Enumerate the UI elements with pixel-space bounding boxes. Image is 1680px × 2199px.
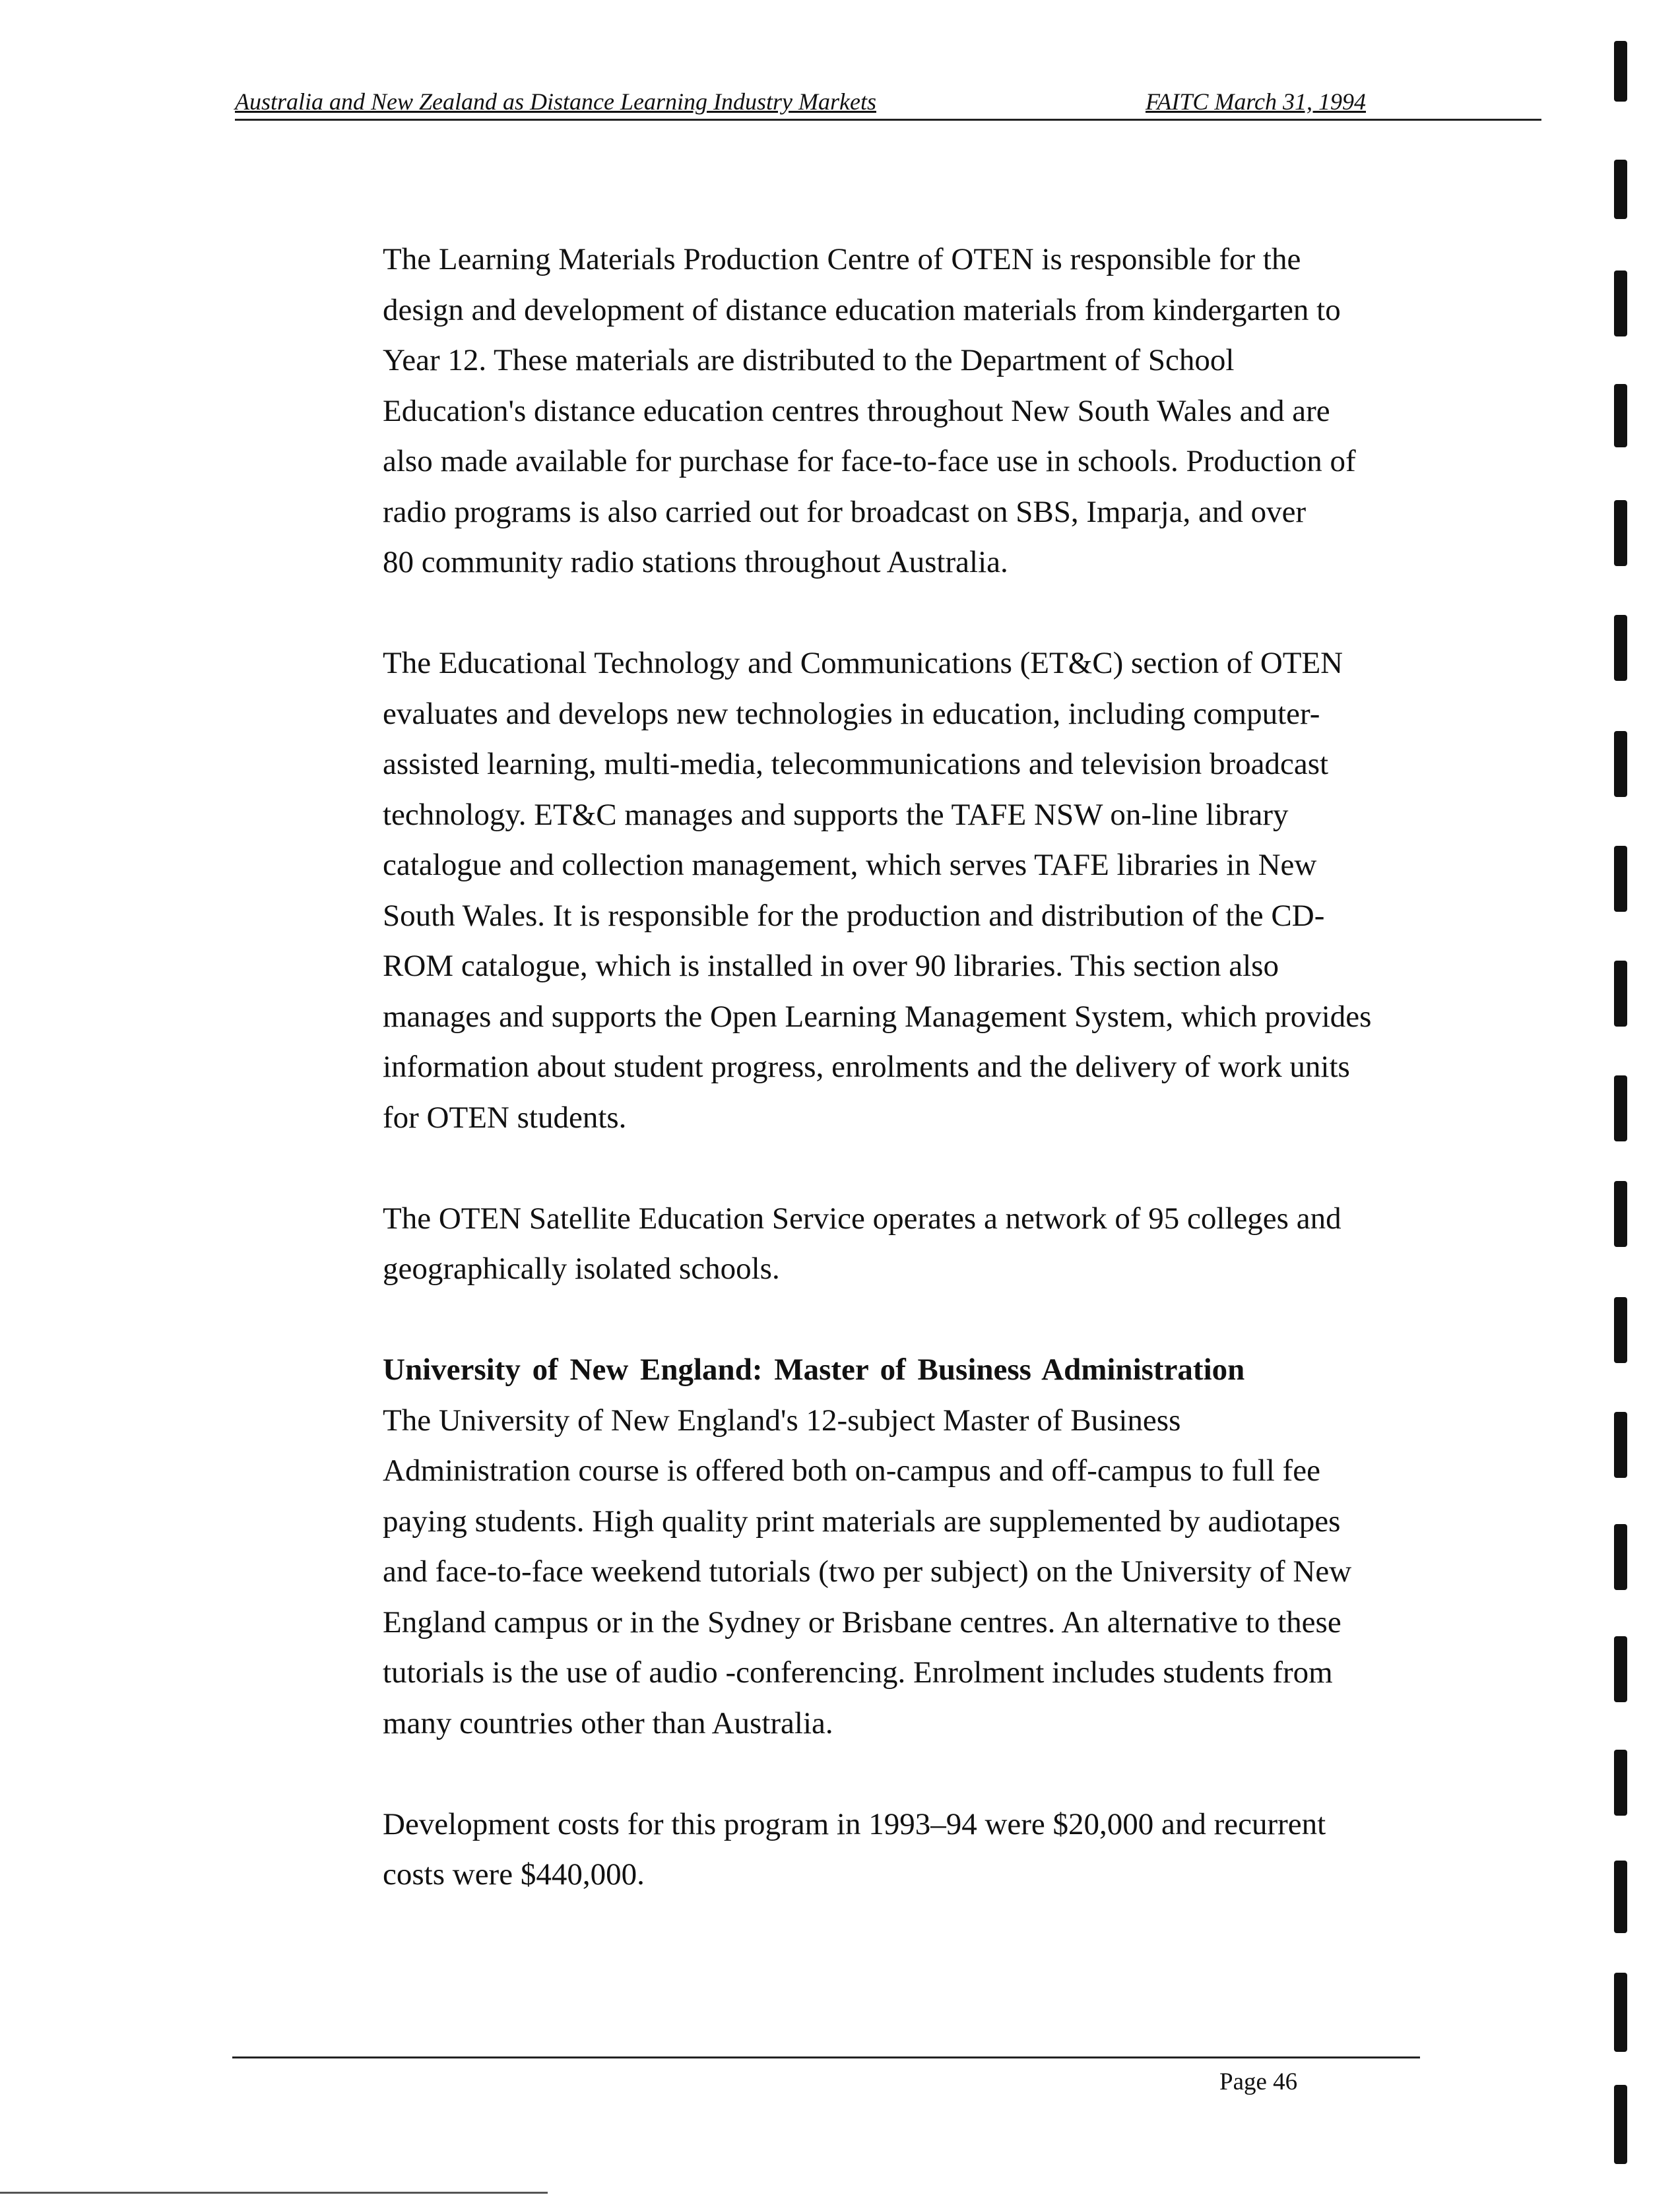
text-line: design and development of distance education materials from kindergarten to bbox=[383, 292, 1341, 327]
binding-mark bbox=[1614, 271, 1627, 336]
text-line: manages and supports the Open Learning Management System, which provides bbox=[383, 999, 1372, 1034]
text-line: England campus or in the Sydney or Brisbane centres. An alternative to these bbox=[383, 1605, 1341, 1640]
binding-mark bbox=[1614, 846, 1627, 912]
binding-mark bbox=[1614, 615, 1627, 681]
text-line: The Educational Technology and Communications (ET&C) section of OTEN bbox=[383, 646, 1343, 680]
text-line: tutorials is the use of audio -conferencing. Enrolment includes students from bbox=[383, 1655, 1333, 1690]
binding-mark bbox=[1614, 160, 1627, 219]
binding-mark bbox=[1614, 731, 1627, 797]
text-line: catalogue and collection management, which serves TAFE libraries in New bbox=[383, 848, 1317, 882]
text-line: technology. ET&C manages and supports the TAFE NSW on-line library bbox=[383, 797, 1289, 832]
binding-mark bbox=[1614, 1750, 1627, 1816]
paragraph-oten-production-centre bbox=[383, 234, 1425, 588]
paragraph-satellite-service bbox=[383, 1194, 1425, 1294]
text-line: costs were $440,000. bbox=[383, 1857, 645, 1892]
text-line: radio programs is also carried out for broadcast on SBS, Imparja, and over bbox=[383, 494, 1307, 529]
binding-mark bbox=[1614, 1973, 1627, 2052]
text-line: Development costs for this program in 1993–94 were $20,000 and recurrent bbox=[383, 1806, 1326, 1841]
binding-mark bbox=[1614, 1181, 1627, 1247]
text-line: 80 community radio stations throughout Australia. bbox=[383, 545, 1008, 579]
header-rule bbox=[235, 119, 1541, 121]
text-line: Administration course is offered both on-campus and off-campus to full fee bbox=[383, 1453, 1320, 1488]
binding-mark bbox=[1614, 384, 1627, 447]
paragraph-etc-section bbox=[383, 638, 1425, 1143]
section-heading: University of New England: Master of Business Administration bbox=[383, 1353, 1245, 1387]
binding-mark bbox=[1614, 1075, 1627, 1141]
text-line: evaluates and develops new technologies in education, including computer- bbox=[383, 696, 1320, 731]
binding-mark bbox=[1614, 1861, 1627, 1933]
bottom-edge-rule bbox=[0, 2192, 548, 2194]
binding-mark bbox=[1614, 500, 1627, 566]
binding-mark bbox=[1614, 1297, 1627, 1363]
paragraph-development-costs bbox=[383, 1799, 1425, 1900]
binding-mark bbox=[1614, 2085, 1627, 2164]
footer-rule bbox=[232, 2056, 1420, 2058]
text-line: paying students. High quality print materials are supplemented by audiotapes bbox=[383, 1504, 1341, 1539]
binding-mark bbox=[1614, 41, 1627, 102]
text-line: South Wales. It is responsible for the production and distribution of the CD- bbox=[383, 898, 1325, 933]
paragraph-une-mba bbox=[383, 1395, 1425, 1749]
text-line: The Learning Materials Production Centre of OTEN is responsible for the bbox=[383, 242, 1301, 276]
text-line: geographically isolated schools. bbox=[383, 1252, 780, 1286]
binding-mark bbox=[1614, 1412, 1627, 1478]
text-line: and face-to-face weekend tutorials (two per subject) on the University of New bbox=[383, 1554, 1352, 1589]
text-line: ROM catalogue, which is installed in over 90 libraries. This section also bbox=[383, 949, 1279, 983]
text-line: The University of New England's 12-subject Master of Business bbox=[383, 1403, 1181, 1438]
text-line: Education's distance education centres throughout New South Wales and are bbox=[383, 393, 1330, 428]
text-line: Year 12. These materials are distributed to the Department of School bbox=[383, 343, 1235, 377]
text-line: many countries other than Australia. bbox=[383, 1705, 833, 1740]
body-text bbox=[383, 234, 1425, 1950]
page-number: Page 46 bbox=[1219, 2068, 1298, 2095]
text-line: The OTEN Satellite Education Service operates a network of 95 colleges and bbox=[383, 1201, 1341, 1236]
header-date: FAITC March 31, 1994 bbox=[1146, 88, 1367, 115]
text-line: assisted learning, multi-media, telecommunications and television broadcast bbox=[383, 747, 1329, 781]
header-title: Australia and New Zealand as Distance Learning Industry Markets bbox=[235, 88, 876, 115]
binding-holes bbox=[1614, 0, 1654, 2199]
text-line: for OTEN students. bbox=[383, 1100, 627, 1135]
binding-mark bbox=[1614, 1636, 1627, 1702]
text-line: also made available for purchase for face-to-face use in schools. Production of bbox=[383, 444, 1356, 478]
binding-mark bbox=[1614, 1524, 1627, 1590]
binding-mark bbox=[1614, 961, 1627, 1027]
text-line: information about student progress, enrolments and the delivery of work units bbox=[383, 1050, 1350, 1084]
